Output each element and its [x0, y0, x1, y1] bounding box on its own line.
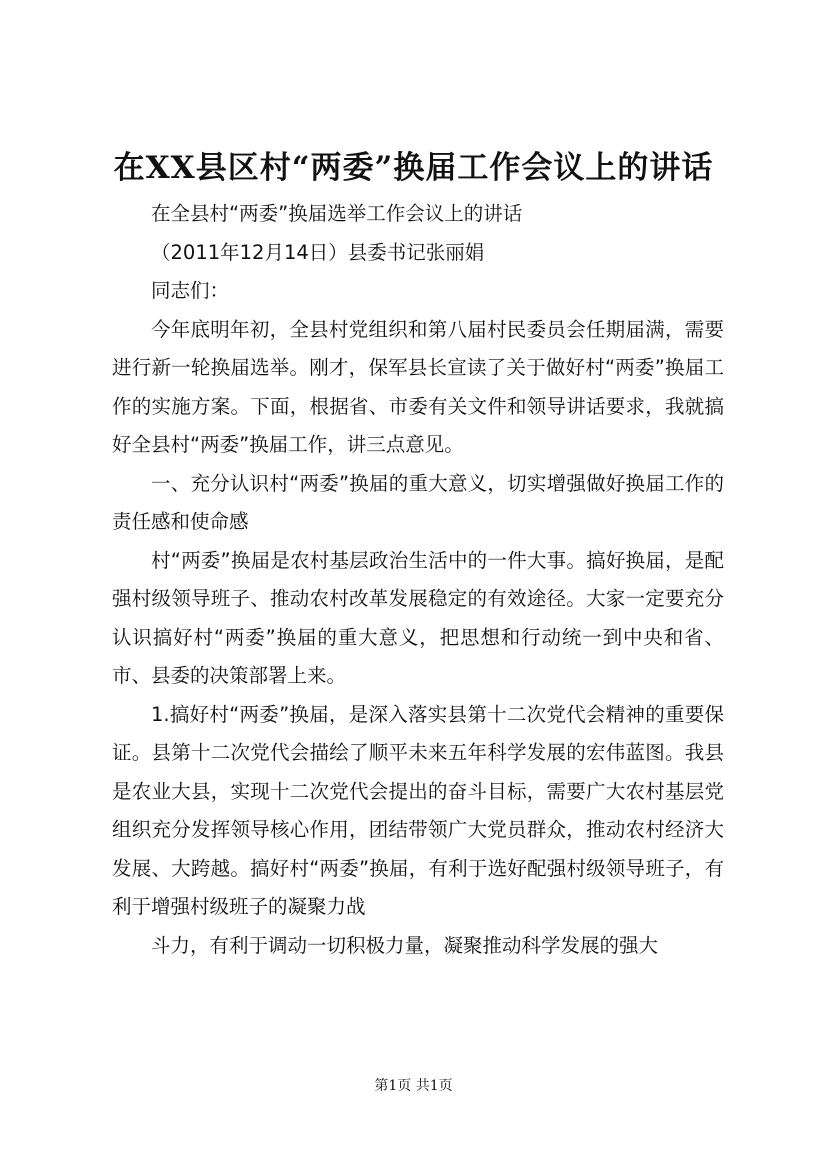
date-author-paragraph: （2011年12月14日）县委书记张丽娟 [151, 240, 485, 264]
document-title: 在XX县区村“两委”换届工作会议上的讲话 [113, 150, 714, 186]
body-paragraph: 斗力，有利于调动一切积极力量，凝聚推动科学发展的强大 [151, 933, 659, 957]
body-paragraph: 村“两委”换届是农村基层政治生活中的一件大事。搞好换届，是配强村级领导班子、推动农村改革发展稳定的有效途径。大家一定要充分认识搞好村“两委”换届的重大意义，把思想和行动统一到中央和省、市、县委的决策部署上来。 [112, 548, 724, 687]
body-paragraph: 今年底明年初，全县村党组织和第八届村民委员会任期届满，需要进行新一轮换届选举。刚才，保军县长宣读了关于做好村“两委”换届工作的实施方案。下面，根据省、市委有关文件和领导讲话要求，我就搞好全县村“两委”换届工作，讲三点意见。 [112, 317, 724, 456]
document-body [112, 195, 724, 965]
salutation-paragraph: 同志们： [151, 279, 230, 302]
subtitle-paragraph: 在全县村“两委”换届选举工作会议上的讲话 [151, 202, 523, 225]
body-paragraph: 1.搞好村“两委”换届，是深入落实县第十二次党代会精神的重要保证。县第十二次党代会描绘了顺平未来五年科学发展的宏伟蓝图。我县是农业大县，实现十二次党代会提出的奋斗目标，需要广大农村基层党组织充分发挥领导核心作用，团结带领广大党员群众，推动农村经济大发展、大跨越。搞好村“两委”换届，有利于选好配强村级领导班子，有利于增强村级班子的凝聚力战 [112, 702, 724, 918]
page-footer: 第1页 共1页 [374, 1078, 453, 1094]
section-heading-paragraph: 一、充分认识村“两委”换届的重大意义，切实增强做好换届工作的责任感和使命感 [112, 471, 724, 533]
